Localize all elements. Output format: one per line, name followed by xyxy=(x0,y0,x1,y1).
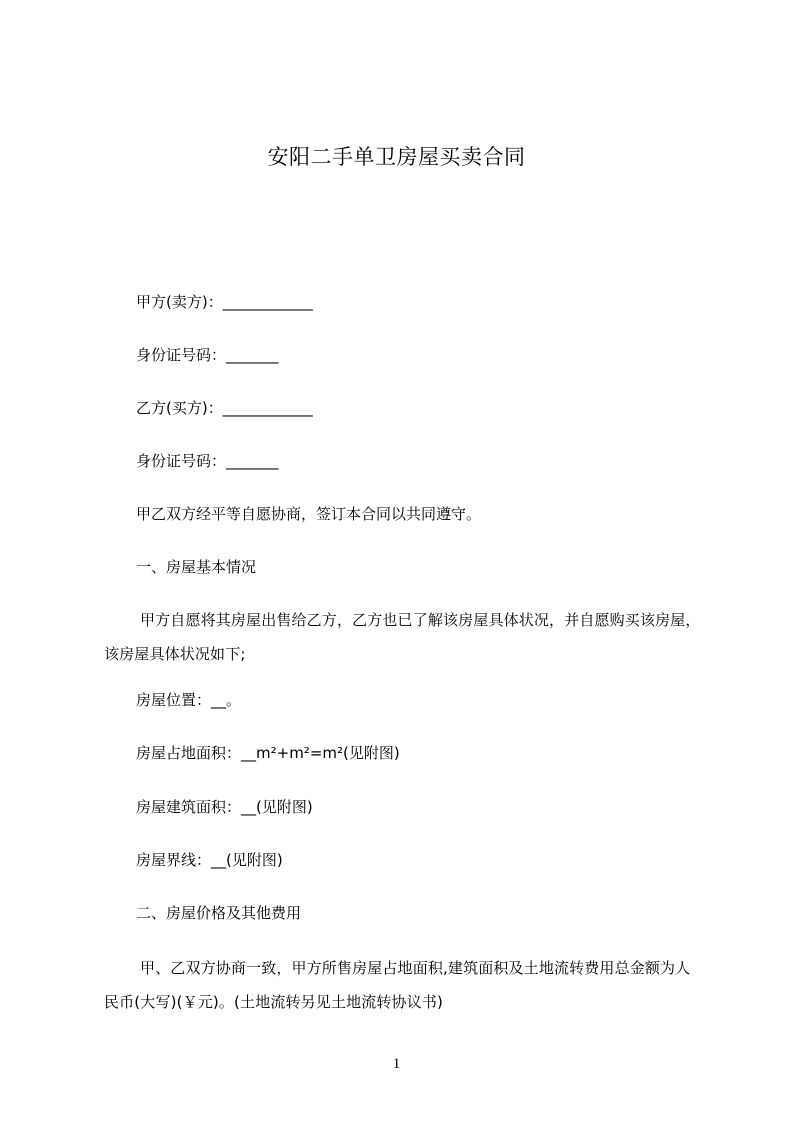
buyer-id-line xyxy=(136,451,279,471)
seller-line xyxy=(136,292,313,312)
buyer-id-blank: _______ xyxy=(226,452,279,470)
intro-paragraph: 甲乙双方经平等自愿协商，签订本合同以共同遵守。 xyxy=(136,505,482,523)
land-area: 房屋占地面积：__m²+m²=m²(见附图) xyxy=(136,744,400,762)
seller-id-blank: _______ xyxy=(226,346,279,364)
page-number: 1 xyxy=(392,1056,401,1072)
seller-label: 甲方(卖方)： xyxy=(136,293,223,311)
house-location: 房屋位置：__。 xyxy=(136,691,242,709)
buyer-blank: ____________ xyxy=(222,399,313,417)
house-boundary: 房屋界线：__(见附图) xyxy=(136,851,283,869)
seller-id-label: 身份证号码： xyxy=(136,346,227,364)
building-area: 房屋建筑面积：__(见附图) xyxy=(136,798,313,816)
seller-blank: ____________ xyxy=(222,293,313,311)
buyer-label: 乙方(买方)： xyxy=(136,399,223,417)
seller-id-line xyxy=(136,345,279,365)
section2-paragraph: 甲、乙双方协商一致，甲方所售房屋占地面积,建筑面积及土地流转费用总金额为人民币(大写)(￥元)。(土地流转另见土地流转协议书) xyxy=(104,959,691,1011)
document-title: 安阳二手单卫房屋买卖合同 xyxy=(267,145,526,169)
section1-paragraph: 甲方自愿将其房屋出售给乙方，乙方也已了解该房屋具体状况，并自愿购买该房屋，该房屋具体状况如下; xyxy=(104,611,701,663)
section1-heading: 一、房屋基本情况 xyxy=(136,558,257,576)
buyer-id-label: 身份证号码： xyxy=(136,452,227,470)
buyer-line xyxy=(136,398,313,418)
section2-heading: 二、房屋价格及其他费用 xyxy=(136,904,302,922)
